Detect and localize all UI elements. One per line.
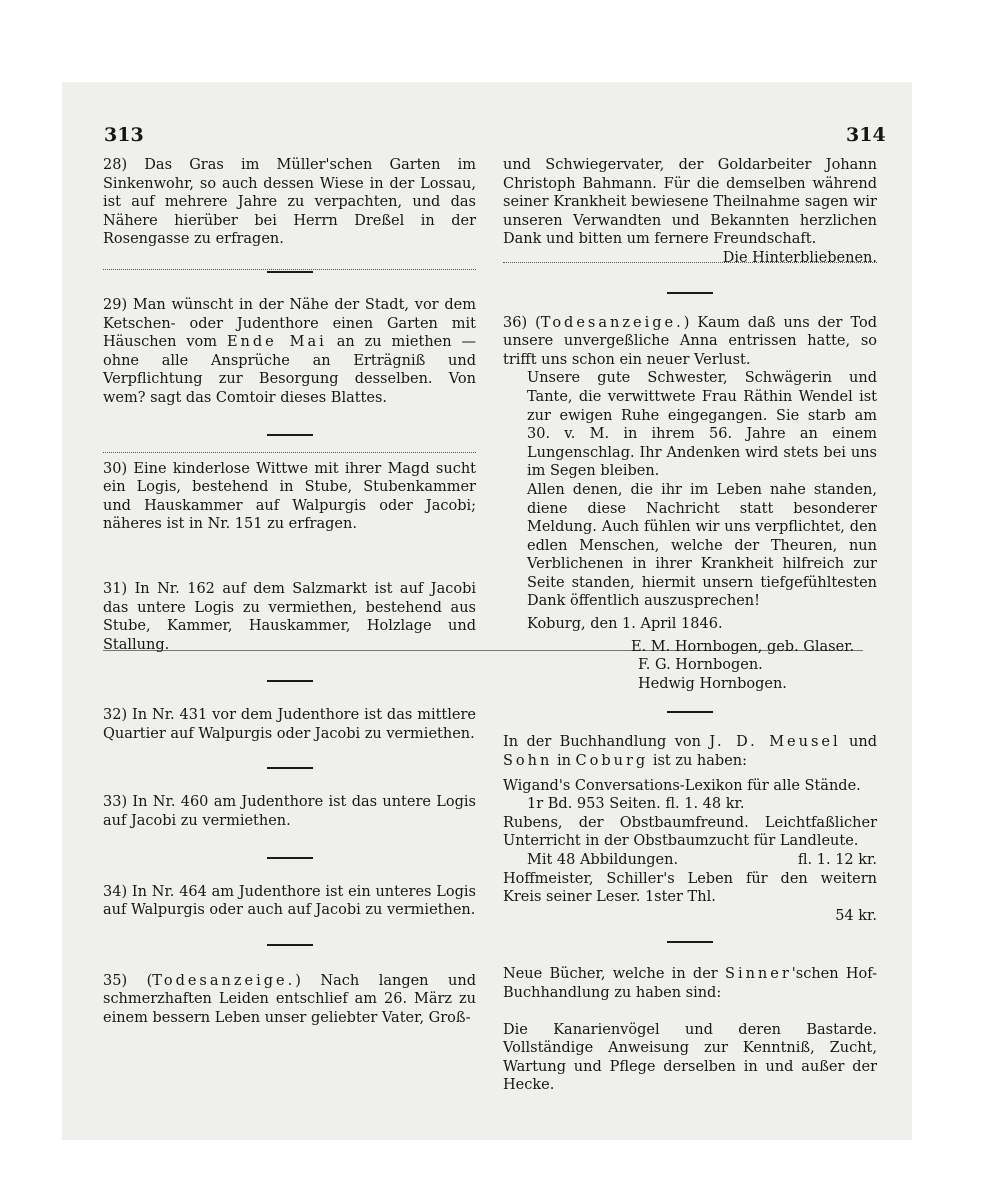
notice-36-signature: F. G. Hornbogen. <box>638 657 763 674</box>
book-detail: 1r Bd. 953 Seiten. fl. 1. 48 kr. <box>527 796 745 813</box>
book-entry: Die Kanarienvögel und deren Bastarde. Vollständige Anweisung zur Kenntniß, Zucht, Wartung und Pflege derselben in und außer der Hecke. <box>503 1021 877 1094</box>
notice-28: 28) Das Gras im Müller'schen Garten im Sinkenwohr, so auch dessen Wiese in der Lossau, ist auf mehrere Jahre zu verpachten, und das Nähere hierüber bei Herrn Dreßel in der Rosengasse zu erfragen. <box>103 157 476 248</box>
notice-36-paragraph: Unsere gute Schwester, Schwägerin und Tante, die verwittwete Frau Räthin Wendel ist zur ewigen Ruhe eingegangen. Sie starb am 30. v. M. in ihrem 56. Jahre an einem Lungenschlag. Ihr Andenken wird stets bei uns im Segen bleiben. <box>527 370 877 480</box>
notice-36-signature: Hedwig Hornbogen. <box>638 675 787 692</box>
notice-35-signature: Die Hinterbliebenen. <box>722 249 877 266</box>
left-column <box>103 156 476 1028</box>
notice-36-signature: E. M. Hornbogen, geb. Glaser. <box>631 638 855 655</box>
right-column <box>503 156 877 1095</box>
notice-33: 33) In Nr. 460 am Judenthore ist das untere Logis auf Jacobi zu vermiethen. <box>103 794 476 830</box>
book-price: 54 kr. <box>835 907 877 924</box>
page-number-left: 313 <box>104 124 144 146</box>
notice-32: 32) In Nr. 431 vor dem Judenthore ist das mittlere Quartier auf Walpurgis oder Jacobi zu vermiethen. <box>103 707 476 742</box>
notice-36-date: Koburg, den 1. April 1846. <box>527 616 723 633</box>
book-detail: Mit 48 Abbildungen. fl. 1. 12 kr. <box>527 852 877 868</box>
notice-31: 31) In Nr. 162 auf dem Salzmarkt ist auf Jacobi das untere Logis zu vermiethen, bestehend aus Stube, Kammer, Hauskammer, Holzlage und Stallung. <box>103 580 476 653</box>
notice-29: 29) Man wünscht in der Nähe der Stadt, vor dem Ketschen- oder Judenthore einen Garten mit Häuschen vom Ende Mai an zu miethen — ohne alle Ansprüche an Erträgniß und Verpflichtung zur Besorgung desselben. Von wem? sagt das Comtoir dieses Blattes. <box>103 296 477 406</box>
notice-30: 30) Eine kinderlose Wittwe mit ihrer Magd sucht ein Logis, bestehend in Stube, Stubenkammer und Hauskammer auf Walpurgis oder Jacobi; näheres ist in Nr. 151 zu erfragen. <box>103 460 476 533</box>
notice-36: 36) (Todesanzeige.) Kaum daß uns der Tod unsere unvergeßliche Anna entrissen hatte, so trifft uns schon ein neuer Verlust. <box>503 314 878 368</box>
notice-35: 35) (Todesanzeige.) Nach langen und schmerzhaften Leiden entschlief am 26. März zu einem bessern Leben unser geliebter Vater, Groß- <box>103 972 477 1027</box>
book-entry: Hoffmeister, Schiller's Leben für den weitern Kreis seiner Leser. 1ster Thl. <box>503 870 877 906</box>
notice-35-continued: und Schwiegervater, der Goldarbeiter Johann Christoph Bahmann. Für die demselben während seiner Krankheit bewiesene Theilnahme sagen wir unseren Verwandten und Bekannten herzlichen Dank und bitten um fernere Freundschaft. <box>503 157 877 248</box>
book-entry: Wigand's Conversations-Lexikon für alle Stände. <box>503 777 861 794</box>
bookshop-heading: In der Buchhandlung von J. D. Meusel und Sohn in Coburg ist zu haben: <box>503 734 877 770</box>
notice-36-paragraph: Allen denen, die ihr im Leben nahe standen, diene diese Nachricht statt besonderer Meldung. Auch fühlen wir uns verpflichtet, den edlen Menschen, welche der Theuren, nun Verblichenen in ihrer Krankheit hilfreich zur Seite standen, hiermit unsern tiefgefühltesten Dank öffentlich auszusprechen! <box>527 481 877 610</box>
bookshop-heading: Neue Bücher, welche in der Sinner'schen Hof-Buchhandlung zu haben sind: <box>503 966 877 1001</box>
book-entry: Rubens, der Obstbaumfreund. Leichtfaßlicher Unterricht in der Obstbaumzucht für Landleute. <box>503 814 877 850</box>
notice-34: 34) In Nr. 464 am Judenthore ist ein unteres Logis auf Walpurgis oder auch auf Jacobi zu vermiethen. <box>103 883 476 919</box>
page-number-right: 314 <box>846 124 886 146</box>
